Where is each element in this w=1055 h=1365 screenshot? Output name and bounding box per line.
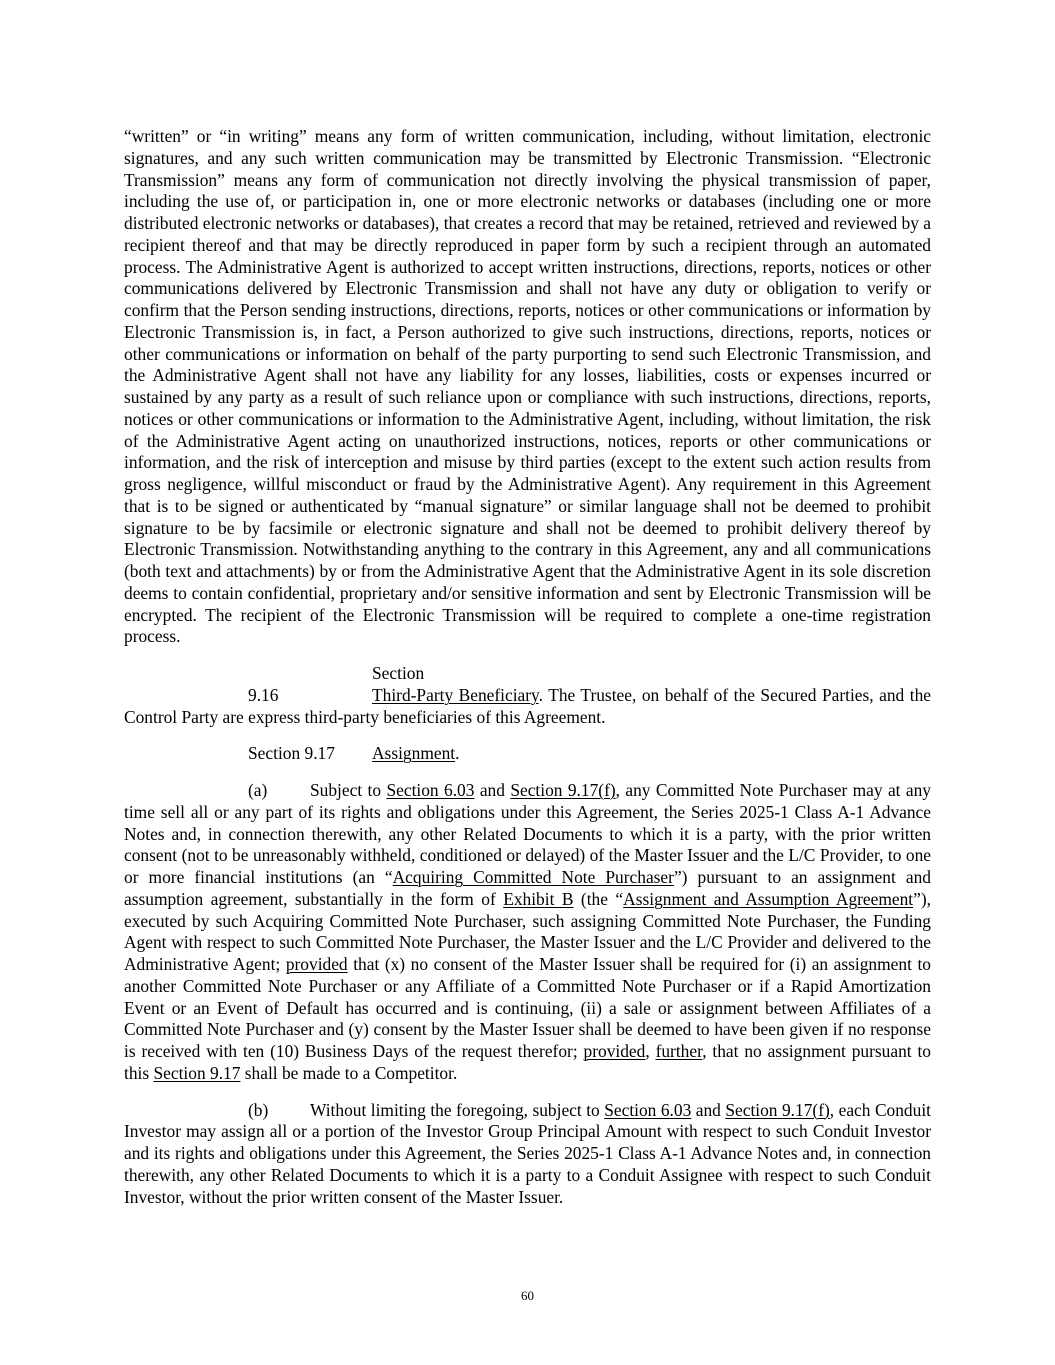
cross-reference: Exhibit B — [503, 888, 574, 909]
defined-term: Acquiring Committed Note Purchaser — [392, 867, 674, 887]
subsection-label: (b) — [248, 1099, 269, 1120]
cross-reference: Section 6.03 — [386, 780, 475, 800]
cross-reference: Section 6.03 — [604, 1099, 692, 1120]
proviso-term: further — [655, 1041, 703, 1061]
paragraph-written-definition: “written” or “in writing” means any form of written communication, including, without limitation, electronic signatures, and any such written communication may be transmitted by Electronic Transmission. “Electronic Transmission” means any form of communication not directly involving the physical transmission of paper, including the use of, or participation in, one or more electronic networks or databases (including one or more distributed electronic networks or databases), that creates a record that may be retained, retrieved and reviewed by a recipient thereof and that may be directly reproduced in paper form by such a recipient through an automated process. The Administrative Agent is authorized to accept written instructions, directions, reports, notices or other communications delivered by Electronic Transmission and shall not have any duty or obligation to verify or confirm that the Person sending instructions, directions, reports, notices or other communications or information by Electronic Transmission is, in fact, a Person authorized to give such instructions, directions, reports, notices or other communications or information on behalf of the party purporting to send such Electronic Transmission, and the Administrative Agent shall not have any liability for any losses, liabilities, costs or expenses incurred or sustained by any party as a result of such reliance upon or compliance with such instructions, directions, reports, notices or other communications or information to the Administrative Agent, including, without limitation, the risk of the Administrative Agent acting on unauthorized instructions, notices, reports or other communications or information, and the risk of interception and misuse by third parties (except to the extent such action results from gross negligence, willful misconduct or fraud by the Administrative Agent). Any requirement in this Agreement that is to be signed or authenticated by “manual signature” or similar language shall not be deemed to prohibit signature to be by facsimile or electronic signature and shall not be deemed to prohibit delivery thereof by Electronic Transmission. Notwithstanding anything to the contrary in this Agreement, any and all communications (both text and attachments) by or from the Administrative Agent that the Administrative Agent in its sole discretion deems to contain confidential, proprietary and/or sensitive information and sent by Electronic Transmission will be encrypted. The recipient of the Electronic Transmission will be required to complete a one-time registration process. — [124, 126, 931, 647]
section-number: Section 9.17 — [248, 743, 335, 764]
subsection-b: (b) Without limiting the foregoing, subject to Section 6.03 and Section 9.17(f), each Conduit Investor may assign all or a portion of the Investor Group Principal Amount with respect to such Conduit Investor and its rights and obligations under this Agreement, the Series 2025-1 Class A-1 Advance Notes and, in connection therewith, any other Related Documents to which it is a party to a Conduit Assignee with respect to such Conduit Investor, without the prior written consent of the Master Issuer. — [124, 1099, 931, 1207]
section-body: The Trustee, on behalf of the Secured Parties, and the Control Party are express third-party beneficiaries of this Agreement. — [124, 684, 932, 727]
proviso-term: provided — [583, 1041, 646, 1061]
document-page — [124, 126, 931, 1208]
section-title: Third-Party Beneficiary — [372, 684, 539, 705]
subsection-a: (a) Subject to Section 6.03 and Section 9.17(f), any Committed Note Purchaser may at any time sell all or any part of its rights and obligations under this Agreement, the Series 2025-1 Class A-1 Advance Notes and, in connection therewith, any other Related Documents to which it is a party, with the prior written consent (not to be unreasonably withheld, conditioned or delayed) of the Master Issuer and the L/C Provider, to one or more financial institutions (an “Acquiring Committed Note Purchaser”) pursuant to an assignment and assumption agreement, substantially in the form of Exhibit B (the “Assignment and Assumption Agreement”), executed by such Acquiring Committed Note Purchaser, such assigning Committed Note Purchaser, the Funding Agent with respect to such Committed Note Purchaser, the Master Issuer and the L/C Provider and delivered to the Administrative Agent; provided that (x) no consent of the Master Issuer shall be required for (i) an assignment to another Committed Note Purchaser or any Affiliate of a Committed Note Purchaser or if a Rapid Amortization Event or an Event of Default has occurred and is continuing, (ii) a sale or assignment between Affiliates of a Committed Note Purchaser and (y) consent by the Master Issuer shall be deemed to have been given if no response is received with ten (10) Business Days of the request therefor; provided, further, that no assignment pursuant to this Section 9.17 shall be made to a Competitor. — [124, 780, 932, 1083]
section-9-16: Section 9.16 Third-Party Beneficiary. The Trustee, on behalf of the Secured Parties, and the Control Party are express third-party beneficiaries of this Agreement. — [124, 663, 932, 727]
cross-reference: Section 9.17 — [153, 1062, 241, 1083]
subsection-label: (a) — [248, 780, 268, 800]
section-number: Section 9.16 — [248, 663, 425, 705]
proviso-term: provided — [285, 954, 348, 974]
section-title: Assignment — [372, 743, 456, 764]
defined-term: Assignment and Assumption Agreement — [623, 888, 914, 909]
cross-reference: Section 9.17(f) — [725, 1099, 830, 1120]
section-9-17: Section 9.17 Assignment. — [248, 743, 460, 764]
page-number: 60 — [521, 1288, 534, 1303]
cross-reference: Section 9.17(f) — [510, 780, 616, 800]
